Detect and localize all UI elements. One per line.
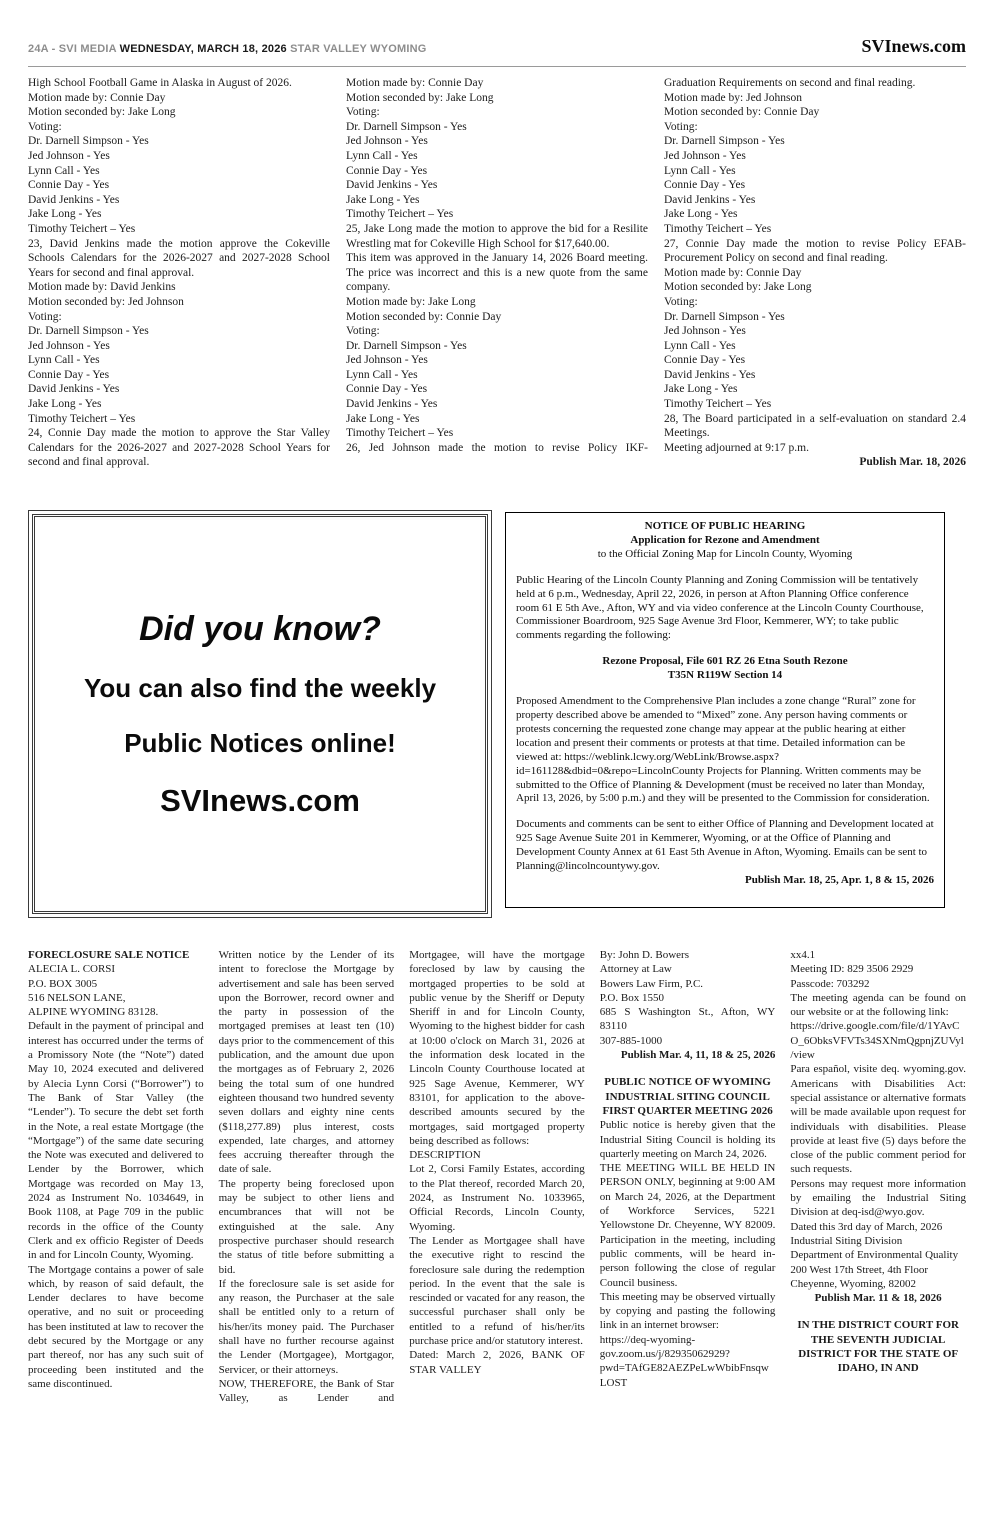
text-block: P.O. Box 1550 [599, 991, 664, 1004]
text-block: David Jenkins - Yes [346, 398, 438, 411]
text-block: Motion made by: David Jenkins [28, 281, 176, 294]
text-block: Dr. Darnell Simpson - Yes [28, 135, 149, 148]
text-block: Dr. Darnell Simpson - Yes [664, 310, 785, 323]
text-block: Bowers Law Firm, P.C. [599, 977, 704, 990]
text-block: 685 S Washington St., Afton, WY 83110 [599, 1006, 776, 1033]
text-block: Motion made by: Jake Long [346, 295, 476, 308]
text-block: 26, Jed Johnson made the motion to revise Policy IKF- [346, 441, 648, 454]
text-block: FORECLOSURE SALE NOTICE [28, 949, 190, 961]
text-block: Motion seconded by: Connie Day [346, 310, 502, 323]
text-block: Motion seconded by: Connie Day [664, 106, 820, 119]
text-block: Jed Johnson - Yes [664, 149, 746, 162]
minutes-column-3 [664, 76, 966, 470]
text-block: Connie Day - Yes [346, 383, 428, 396]
text-block: Dr. Darnell Simpson - Yes [346, 120, 467, 133]
text-block: Motion made by: Connie Day [664, 266, 802, 279]
text-block: 28, The Board participated in a self-evaluation on standard 2.4 Meetings. [664, 412, 966, 440]
text-block: IN THE DISTRICT COURT FOR THE SEVENTH JUDICIAL DISTRICT FOR THE STATE OF IDAHO, IN AND [797, 1319, 959, 1375]
text-block: xx4.1 [790, 949, 816, 961]
text-block: Jed Johnson - Yes [346, 135, 428, 148]
text-block: Motion made by: Connie Day [346, 77, 484, 89]
paragraph-spacer [516, 683, 934, 695]
text-block: Dr. Darnell Simpson - Yes [346, 339, 467, 352]
text-block: Dated this 3rd day of March, 2026 [790, 1220, 943, 1233]
text-block: P.O. BOX 3005 [28, 977, 98, 990]
text-block: This meeting may be observed virtually by copying and pasting the following link in an internet browser: [599, 1290, 776, 1332]
text-block: Jake Long - Yes [346, 193, 420, 206]
text-block: ALECIA L. CORSI [28, 963, 116, 976]
text-block: Connie Day - Yes [28, 368, 110, 381]
text-block: Jake Long - Yes [664, 383, 738, 396]
text-block: Voting: [346, 106, 380, 119]
text-block: THE MEETING WILL BE HELD IN PERSON ONLY, beginning at 9:00 AM on March 24, 2026, at the Department of Workforce Services, 5221 Yellowstone Dr. Cheyenne, WY 82009. Participation in the meeting, including public comments, will be heard in-person following the close of regular Council business. [599, 1162, 776, 1289]
paragraph-spacer [790, 1305, 966, 1318]
text-block: Proposed Amendment to the Comprehensive Plan includes a zone change “Rural” zone for property described above be amended to “Mixed” zone. Any person having comments or protests concerning the requested zone change may appear at the public hearing at either location and present their comments or protests at that time. Detailed information can be viewed at: https://weblink.lcwy.org/WebLink/Browse.aspx?id=161128&dbid=0&repo=LincolnCounty Projects for Planning. Written comments may be submitted to the Office of Planning & Development (must be received no later than Monday, April 13, 2026, by 5:00 p.m.) and they will be presented to the Commission for consideration. [516, 695, 930, 805]
text-block: David Jenkins - Yes [664, 368, 756, 381]
paragraph-spacer [600, 1062, 776, 1075]
text-block: Dr. Darnell Simpson - Yes [664, 135, 785, 148]
promo-ad-box [28, 510, 492, 918]
text-block: Default in the payment of principal and interest has occurred under the terms of a Promissory Note (the “Note”) dated May 10, 2024 executed and delivered by Alecia Lynn Corsi (“Borrower”) to The Bank of Star Valley (the “Lender”). To secure the debt set forth in the Note, a real estate Mortgage (the “Mortgage”) of the same date securing the Note was executed and delivered to Lender by the Borrower, which Mortgage was recorded on May 13, 2024 as Instrument No. 1034649, in Book 1108, at Page 709 in the public records in the office of the County Clerk and ex officio Register of Deeds in and for Lincoln County, Wyoming. [28, 1020, 204, 1262]
text-block: Voting: [664, 120, 698, 133]
text-block: High School Football Game in Alaska in August of 2026. [28, 77, 292, 89]
text-block: Voting: [28, 310, 62, 323]
header-location: STAR VALLEY WYOMING [290, 43, 427, 55]
text-block: David Jenkins - Yes [664, 193, 756, 206]
text-block: Application for Rezone and Amendment [630, 533, 820, 546]
public-hearing-notice-box [505, 512, 945, 908]
text-block: Timothy Teichert – Yes [346, 208, 454, 221]
text-block: https://drive.google.com/file/d/1YAvCO_6ObksVFVTs34SXNmQgpnjZUVyl/view [790, 1020, 964, 1062]
promo-site-url: SVInews.com [160, 782, 360, 818]
text-block: The meeting agenda can be found on our website or at the following link: [790, 991, 966, 1019]
text-block: Timothy Teichert – Yes [28, 222, 136, 235]
text-block: Publish Mar. 4, 11, 18 & 25, 2026 [620, 1049, 776, 1062]
text-block: Connie Day - Yes [664, 354, 746, 367]
minutes-column-2 [346, 76, 648, 470]
text-block: Publish Mar. 18, 2026 [859, 456, 966, 469]
text-block: Motion made by: Jed Johnson [664, 91, 802, 104]
page-header [28, 36, 966, 67]
text-block: to the Official Zoning Map for Lincoln County, Wyoming [597, 547, 853, 560]
text-block: Jake Long - Yes [28, 398, 102, 411]
promo-ad-inner [32, 514, 488, 914]
notice-column-2 [219, 948, 395, 1406]
text-block: Lynn Call - Yes [664, 164, 736, 177]
text-block: Meeting ID: 829 3506 2929 [790, 963, 914, 976]
promo-line: You can also find the weekly [83, 672, 437, 703]
text-block: Cheyenne, Wyoming, 82002 [790, 1277, 916, 1290]
text-block: DESCRIPTION [409, 1149, 481, 1162]
text-block: 516 NELSON LANE, [28, 991, 126, 1004]
text-block: ALPINE WYOMING 83128. [28, 1006, 159, 1019]
text-block: Motion seconded by: Jake Long [28, 106, 176, 119]
text-block: NOW, THEREFORE, the Bank of Star Valley, as Lender and [218, 1377, 395, 1405]
text-block: Lynn Call - Yes [346, 149, 418, 162]
text-block: Lynn Call - Yes [28, 354, 100, 367]
text-block: 23, David Jenkins made the motion approve the Cokeville Schools Calendars for the 2026-2027 and 2027-2028 School Years for second and final approval. [28, 237, 330, 279]
notice-column-4 [600, 948, 776, 1406]
text-block: David Jenkins - Yes [28, 193, 120, 206]
text-block: Lynn Call - Yes [664, 339, 736, 352]
text-block: Timothy Teichert – Yes [346, 427, 454, 440]
text-block: 24, Connie Day made the motion to approve the Star Valley Calendars for the 2026-2027 and 2027-2028 School Years for second and final approval. [28, 427, 330, 469]
text-block: 307-885-1000 [599, 1034, 663, 1047]
text-block: Voting: [346, 325, 380, 338]
text-block: Mortgagee, will have the mortgage foreclosed by law by causing the mortgaged properties to be sold at public venue by the Sheriff or Deputy Sheriff in and for Lincoln County, Wyoming to the highest bidder for cash at 10:00 o'clock on March 31, 2026 at the information desk located in the Lincoln County Courthouse located at 925 Sage Avenue, Kemmerer, WY 83101, for application to the above-described amounts secured by the mortgages, said mortgaged property being described as follows: [409, 949, 585, 1147]
paragraph-spacer [516, 562, 934, 574]
page-id: 24A - SVI MEDIA [28, 43, 117, 55]
legal-notices-section [28, 948, 966, 1406]
minutes-column-1 [28, 76, 330, 470]
paragraph-spacer [516, 806, 934, 818]
text-block: Meeting adjourned at 9:17 p.m. [664, 441, 809, 454]
text-block: Voting: [28, 120, 62, 133]
text-block: Jed Johnson - Yes [346, 354, 428, 367]
notice-column-5 [790, 948, 966, 1406]
text-block: Connie Day - Yes [346, 164, 428, 177]
text-block: This item was approved in the January 14, 2026 Board meeting. The price was incorrect and this is a new quote from the same company. [346, 252, 648, 294]
text-block: Passcode: 703292 [790, 977, 870, 990]
promo-line: Public Notices online! [124, 727, 396, 758]
notice-column-3 [409, 948, 585, 1406]
text-block: Connie Day - Yes [28, 179, 110, 192]
text-block: David Jenkins - Yes [28, 383, 120, 396]
text-block: Written notice by the Lender of its intent to foreclose the Mortgage by advertisement and sale has been served upon the Borrower, record owner and the party in possession of the mortgaged premises at least ten (10) days prior to the commencement of this publication, and the amount due upon the mortgages as of February 2, 2026 being the total sum of one hundred eighteen thousand two hundred seventy seven dollars and eighty nine cents ($118,277.89) plus interest, costs expended, late charges, and attorney fees accruing thereafter through the date of sale. [218, 949, 395, 1176]
text-block: Publish Mar. 18, 25, Apr. 1, 8 & 15, 2026 [745, 873, 934, 886]
text-block: Persons may request more information by emailing the Industrial Siting Division at deq-isd@wyo.gov. [790, 1177, 966, 1219]
text-block: Publish Mar. 11 & 18, 2026 [814, 1292, 942, 1305]
paragraph-spacer [516, 643, 934, 655]
text-block: Motion seconded by: Jake Long [664, 281, 812, 294]
text-block: The Mortgage contains a power of sale which, by reason of said default, the Lender declares to have become operative, and no suit or proceeding has been instituted at law to recover the debt secured by the Mortgage or any part thereof, nor has any such suit of proceeding been instituted and the same discontinued. [28, 1263, 204, 1390]
text-block: Department of Environmental Quality [790, 1249, 959, 1262]
text-block: Timothy Teichert – Yes [664, 398, 772, 411]
text-block: Timothy Teichert – Yes [664, 222, 772, 235]
promo-headline: Did you know? [139, 609, 381, 648]
text-block: Documents and comments can be sent to either Office of Planning and Development located at 925 Sage Avenue Suite 201 in Kemmerer, Wyoming, or at the Office of Planning and Development County Annex at 61 East 5th Avenue in Afton, Wyoming. Emails can be sent to Planning@lincolncountywy.gov. [516, 818, 934, 873]
text-block: 200 West 17th Street, 4th Floor [790, 1263, 929, 1276]
text-block: The property being foreclosed upon may be subject to other liens and encumbrances that will not be extinguished at the sale. Any prospective purchaser should research the status of title before submitting a bid. [218, 1177, 395, 1276]
text-block: Graduation Requirements on second and final reading. [664, 77, 916, 89]
text-block: Timothy Teichert – Yes [28, 412, 136, 425]
text-block: Public notice is hereby given that the Industrial Siting Council is holding its quarterly meeting on March 24, 2026. [599, 1119, 776, 1160]
text-block: Industrial Siting Division [790, 1234, 903, 1247]
text-block: By: John D. Bowers [599, 949, 690, 961]
text-block: Motion made by: Connie Day [28, 91, 166, 104]
text-block: PUBLIC NOTICE OF WYOMING INDUSTRIAL SITING COUNCIL FIRST QUARTER MEETING 2026 [602, 1076, 773, 1117]
text-block: 27, Connie Day made the motion to revise Policy EFAB-Procurement Policy on second and final reading. [664, 237, 966, 265]
text-block: Para español, visite deq. wyoming.gov. Americans with Disabilities Act: special assistance or alternative formats will be made available upon request for individuals with disabilities. Please provide at least five (5) days before the close of the public comment period for such requests. [790, 1063, 966, 1176]
text-block: Lynn Call - Yes [346, 368, 418, 381]
masthead-site: SVInews.com [861, 36, 966, 56]
text-block: Connie Day - Yes [664, 179, 746, 192]
text-block: Dated: March 2, 2026, BANK OF STAR VALLEY [409, 1349, 585, 1376]
text-block: If the foreclosure sale is set aside for any reason, the Purchaser at the sale shall be entitled only to a return of his/her/its money paid. The Purchaser shall have no further recourse against the Lender (Mortgagee), Mortgagor, Servicer, or their attorneys. [218, 1277, 395, 1376]
header-left [28, 43, 427, 55]
text-block: Jake Long - Yes [28, 208, 102, 221]
text-block: 25, Jake Long made the motion to approve the bid for a Resilite Wrestling mat for Cokeville High School for $17,640.00. [346, 222, 648, 250]
text-block: NOTICE OF PUBLIC HEARING [644, 520, 806, 532]
text-block: David Jenkins - Yes [346, 179, 438, 192]
text-block: Dr. Darnell Simpson - Yes [28, 325, 149, 338]
board-minutes-section [28, 76, 966, 470]
text-block: T35N R119W Section 14 [667, 669, 783, 682]
text-block: Lot 2, Corsi Family Estates, according to the Plat thereof, recorded March 20, 2024, as Instrument No. 1033965, Official Records, Lincoln County, Wyoming. [409, 1163, 585, 1233]
text-block: Public Hearing of the Lincoln County Planning and Zoning Commission will be tentatively held at 6 p.m., Wednesday, April 22, 2026, in person at Afton Planning Office conference room 61 E 5th Ave., Afton, WY and via video conference at the Lincoln County Courthouse, Commissioner Boardroom, 925 Sage Avenue 3rd Floor, Kemmerer, WY; to take public comments regarding the following: [516, 573, 924, 642]
text-block: Rezone Proposal, File 601 RZ 26 Etna South Rezone [602, 655, 848, 668]
text-block: Lynn Call - Yes [28, 164, 100, 177]
header-date: WEDNESDAY, MARCH 18, 2026 [119, 43, 287, 55]
text-block: Motion seconded by: Jed Johnson [28, 295, 184, 308]
text-block: Attorney at Law [599, 963, 672, 976]
text-block: The Lender as Mortgagee shall have the executive right to rescind the foreclosure sale during the redemption period. In the event that the sale is rescinded or vacated for any reason, the successful purchaser shall only be entitled to a refund of his/her/its purchase price and/or statutory interest. [409, 1234, 585, 1348]
text-block: Motion seconded by: Jake Long [346, 91, 494, 104]
text-block: Jake Long - Yes [664, 208, 738, 221]
text-block: https://deq-wyoming-gov.zoom.us/j/82935062929?pwd=TAfGE82AEZPeLwWbibFnsqwLOST [599, 1333, 769, 1389]
text-block: Jake Long - Yes [346, 412, 420, 425]
notice-column-1 [28, 948, 204, 1406]
text-block: Jed Johnson - Yes [664, 325, 746, 338]
text-block: Voting: [664, 295, 698, 308]
text-block: Jed Johnson - Yes [28, 149, 110, 162]
text-block: Jed Johnson - Yes [28, 339, 110, 352]
